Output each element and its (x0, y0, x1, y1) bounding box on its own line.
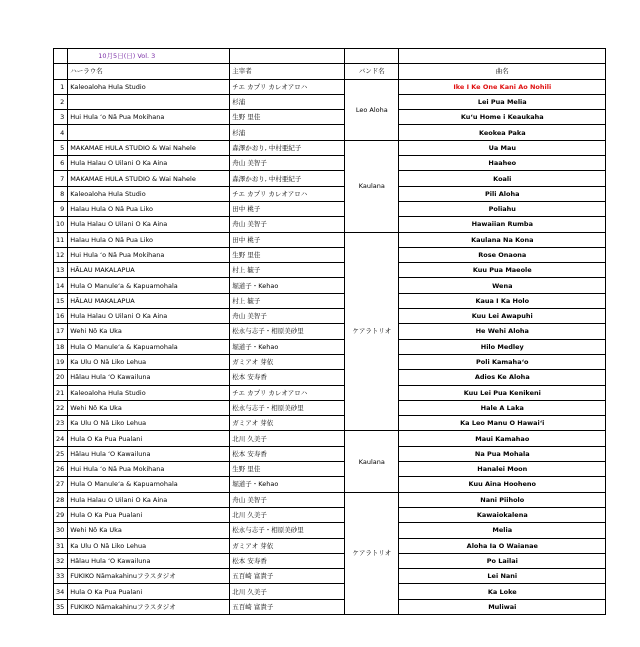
halau-name: Kaleoaloha Hula Studio (68, 186, 230, 201)
row-number: 35 (54, 599, 68, 614)
song-title: Nani Piiholo (399, 492, 606, 507)
row-number: 25 (54, 446, 68, 461)
band-name: ケアラトリオ (345, 492, 399, 614)
row-number: 31 (54, 538, 68, 553)
header-halau: ハーラウ名 (68, 64, 230, 79)
table-row (54, 125, 606, 140)
table-row (54, 79, 606, 94)
row-number: 5 (54, 140, 68, 155)
row-number: 3 (54, 110, 68, 125)
table-row (54, 110, 606, 125)
kumu-name: ガミアオ 芽依 (230, 416, 345, 431)
row-number: 4 (54, 125, 68, 140)
halau-name: FUKIKO Nāmakahinuフラスタジオ (68, 599, 230, 614)
kumu-name: 生野 里佳 (230, 247, 345, 262)
table-row (54, 186, 606, 201)
row-number: 8 (54, 186, 68, 201)
table-row (54, 385, 606, 400)
kumu-name: 森澤かおり, 中村亜紀子 (230, 140, 345, 155)
kumu-name: チエ カプリ カレオアロハ (230, 186, 345, 201)
table-row (54, 370, 606, 385)
halau-name: Wehi Nō Ka Uka (68, 400, 230, 415)
song-title: Poli Kamahaʻo (399, 354, 606, 369)
song-title: He Wehi Aloha (399, 324, 606, 339)
halau-name: Hula O Manuleʻa & Kapuamohala (68, 278, 230, 293)
kumu-name: 堀道子・Kehao (230, 339, 345, 354)
halau-name (68, 125, 230, 140)
row-number: 15 (54, 293, 68, 308)
kumu-name: 松永与志子・相原美砂里 (230, 400, 345, 415)
table-row (54, 156, 606, 171)
table-row (54, 263, 606, 278)
halau-name: Hula Halau O Uilani O Ka Aina (68, 217, 230, 232)
row-number: 18 (54, 339, 68, 354)
date-blank-cell (230, 49, 345, 64)
band-name: ケアラトリオ (345, 232, 399, 431)
song-title: Hawaiian Rumba (399, 217, 606, 232)
halau-name: Hula Halau O Uilani O Ka Aina (68, 156, 230, 171)
row-number: 9 (54, 201, 68, 216)
row-number: 16 (54, 309, 68, 324)
song-title: Muliwai (399, 599, 606, 614)
kumu-name: 堀道子・Kehao (230, 477, 345, 492)
row-number: 34 (54, 584, 68, 599)
kumu-name: 森澤かおり, 中村亜紀子 (230, 171, 345, 186)
song-title: Na Pua Mohala (399, 446, 606, 461)
song-title: Ka Leo Manu O Hawaiʻi (399, 416, 606, 431)
table-row (54, 416, 606, 431)
kumu-name: 北川 久美子 (230, 584, 345, 599)
row-number: 28 (54, 492, 68, 507)
table-row (54, 507, 606, 522)
row-number: 30 (54, 523, 68, 538)
song-title: Koali (399, 171, 606, 186)
halau-name: Hula O Ka Pua Pualani (68, 431, 230, 446)
halau-name: Hula Halau O Uilani O Ka Aina (68, 309, 230, 324)
halau-name: Ka Ulu O Nā Liko Lehua (68, 538, 230, 553)
kumu-name: 五百崎 富貴子 (230, 599, 345, 614)
song-title: Maui Kamahao (399, 431, 606, 446)
table-row (54, 553, 606, 568)
song-title: Kaulana Na Kona (399, 232, 606, 247)
table-row (54, 247, 606, 262)
song-title: Wena (399, 278, 606, 293)
halau-name: Hālau Hula ʻO Kawailuna (68, 370, 230, 385)
song-title: Hanalei Moon (399, 462, 606, 477)
table-row (54, 569, 606, 584)
song-title: Poliahu (399, 201, 606, 216)
band-name: Kaulana (345, 431, 399, 492)
song-title: Kawaiokalena (399, 507, 606, 522)
kumu-name: 松本 安寿香 (230, 446, 345, 461)
kumu-name: チエ カプリ カレオアロハ (230, 79, 345, 94)
kumu-name: 杉浦 (230, 94, 345, 109)
date-blank-cell (345, 49, 399, 64)
halau-name: HĀLAU MAKALAPUA (68, 263, 230, 278)
header-song: 曲名 (399, 64, 606, 79)
song-title: Ua Mau (399, 140, 606, 155)
table-row (54, 293, 606, 308)
row-number: 21 (54, 385, 68, 400)
kumu-name: 舟山 美智子 (230, 309, 345, 324)
table-row (54, 584, 606, 599)
song-title: Lei Nani (399, 569, 606, 584)
song-title: Kuu Aina Hooheno (399, 477, 606, 492)
row-number: 33 (54, 569, 68, 584)
table-row (54, 201, 606, 216)
kumu-name: 松永与志子・相原美砂里 (230, 324, 345, 339)
kumu-name: 北川 久美子 (230, 507, 345, 522)
kumu-name: 田中 桃子 (230, 201, 345, 216)
song-title: Hale A Laka (399, 400, 606, 415)
song-title: Ike I Ke One Kani Ao Nohili (399, 79, 606, 94)
kumu-name: 田中 桃子 (230, 232, 345, 247)
row-number: 29 (54, 507, 68, 522)
halau-name: Hula O Manuleʻa & Kapuamohala (68, 477, 230, 492)
halau-name: Kaleoaloha Hula Studio (68, 79, 230, 94)
table-row (54, 339, 606, 354)
program-table (53, 48, 606, 615)
kumu-name: チエ カプリ カレオアロハ (230, 385, 345, 400)
table-row (54, 171, 606, 186)
kumu-name: 生野 里佳 (230, 110, 345, 125)
halau-name: Ka Ulu O Nā Liko Lehua (68, 416, 230, 431)
table-row (54, 523, 606, 538)
song-title: Pili Aloha (399, 186, 606, 201)
halau-name: Halau Hula O Nā Pua Liko (68, 232, 230, 247)
table-row (54, 462, 606, 477)
row-number: 19 (54, 354, 68, 369)
header-row (54, 64, 606, 79)
table-row (54, 354, 606, 369)
song-title: Aloha Ia O Waianae (399, 538, 606, 553)
date-label: 10月5日(日) Vol. 3 (68, 49, 230, 64)
row-number: 23 (54, 416, 68, 431)
table-row (54, 217, 606, 232)
header-number-cell (54, 64, 68, 79)
song-title: Haaheo (399, 156, 606, 171)
song-title: Kuu Lei Pua Kenikeni (399, 385, 606, 400)
row-number: 12 (54, 247, 68, 262)
halau-name: Wehi Nō Ka Uka (68, 324, 230, 339)
halau-name: MAKAMAE HULA STUDIO & Wai Nahele (68, 140, 230, 155)
table-row (54, 278, 606, 293)
song-title: Kuu Pua Maeole (399, 263, 606, 278)
kumu-name: 舟山 美智子 (230, 156, 345, 171)
kumu-name: 北川 久美子 (230, 431, 345, 446)
row-number: 6 (54, 156, 68, 171)
row-number: 27 (54, 477, 68, 492)
song-title: Melia (399, 523, 606, 538)
kumu-name: 松本 安寿香 (230, 370, 345, 385)
table-row (54, 324, 606, 339)
halau-name: Hula O Ka Pua Pualani (68, 584, 230, 599)
table-row (54, 232, 606, 247)
song-title: Adios Ke Aloha (399, 370, 606, 385)
kumu-name: ガミアオ 芽依 (230, 538, 345, 553)
row-number: 13 (54, 263, 68, 278)
kumu-name: 五百崎 富貴子 (230, 569, 345, 584)
kumu-name: 村上 毓子 (230, 263, 345, 278)
row-number: 20 (54, 370, 68, 385)
header-band: バンド名 (345, 64, 399, 79)
table-row (54, 309, 606, 324)
row-number: 14 (54, 278, 68, 293)
table-row (54, 538, 606, 553)
kumu-name: 村上 毓子 (230, 293, 345, 308)
table-row (54, 400, 606, 415)
table-row (54, 140, 606, 155)
row-number: 10 (54, 217, 68, 232)
table-row (54, 599, 606, 614)
row-number: 17 (54, 324, 68, 339)
halau-name: Hālau Hula ʻO Kawailuna (68, 553, 230, 568)
row-number: 22 (54, 400, 68, 415)
halau-name: Kaleoaloha Hula Studio (68, 385, 230, 400)
halau-name: HĀLAU MAKALAPUA (68, 293, 230, 308)
row-number: 26 (54, 462, 68, 477)
kumu-name: 舟山 美智子 (230, 492, 345, 507)
row-number: 11 (54, 232, 68, 247)
halau-name: Hui Hula ʻo Nā Pua Mokihana (68, 247, 230, 262)
band-name: Leo Aloha (345, 79, 399, 140)
table-row (54, 94, 606, 109)
halau-name: Ka Ulu O Nā Liko Lehua (68, 354, 230, 369)
song-title: Po Lailai (399, 553, 606, 568)
date-number-cell (54, 49, 68, 64)
band-name: Kaulana (345, 140, 399, 232)
header-kumu: 主宰者 (230, 64, 345, 79)
kumu-name: 杉浦 (230, 125, 345, 140)
halau-name: MAKAMAE HULA STUDIO & Wai Nahele (68, 171, 230, 186)
song-title: Rose Onaona (399, 247, 606, 262)
halau-name (68, 94, 230, 109)
kumu-name: 松永与志子・相原美砂里 (230, 523, 345, 538)
song-title: Kaua I Ka Holo (399, 293, 606, 308)
table-row (54, 431, 606, 446)
halau-name: Hālau Hula ʻO Kawailuna (68, 446, 230, 461)
program-sheet (53, 48, 606, 615)
halau-name: Hula Halau O Uilani O Ka Aina (68, 492, 230, 507)
halau-name: Halau Hula O Nā Pua Liko (68, 201, 230, 216)
date-blank-cell (399, 49, 606, 64)
row-number: 2 (54, 94, 68, 109)
halau-name: Hula O Manuleʻa & Kapuamohala (68, 339, 230, 354)
halau-name: Hui Hula ʻo Nā Pua Mokihana (68, 110, 230, 125)
halau-name: FUKIKO Nāmakahinuフラスタジオ (68, 569, 230, 584)
song-title: Hilo Medley (399, 339, 606, 354)
song-title: Kuu Lei Awapuhi (399, 309, 606, 324)
date-row (54, 49, 606, 64)
row-number: 32 (54, 553, 68, 568)
halau-name: Wehi Nō Ka Uka (68, 523, 230, 538)
song-title: Kuʻu Home i Keaukaha (399, 110, 606, 125)
kumu-name: 舟山 美智子 (230, 217, 345, 232)
song-title: Keokea Paka (399, 125, 606, 140)
kumu-name: 生野 里佳 (230, 462, 345, 477)
row-number: 24 (54, 431, 68, 446)
table-row (54, 446, 606, 461)
row-number: 7 (54, 171, 68, 186)
song-title: Lei Pua Melia (399, 94, 606, 109)
halau-name: Hui Hula ʻo Nā Pua Mokihana (68, 462, 230, 477)
row-number: 1 (54, 79, 68, 94)
kumu-name: ガミアオ 芽依 (230, 354, 345, 369)
table-row (54, 492, 606, 507)
halau-name: Hula O Ka Pua Pualani (68, 507, 230, 522)
kumu-name: 堀道子・Kehao (230, 278, 345, 293)
table-row (54, 477, 606, 492)
song-title: Ka Loke (399, 584, 606, 599)
kumu-name: 松本 安寿香 (230, 553, 345, 568)
